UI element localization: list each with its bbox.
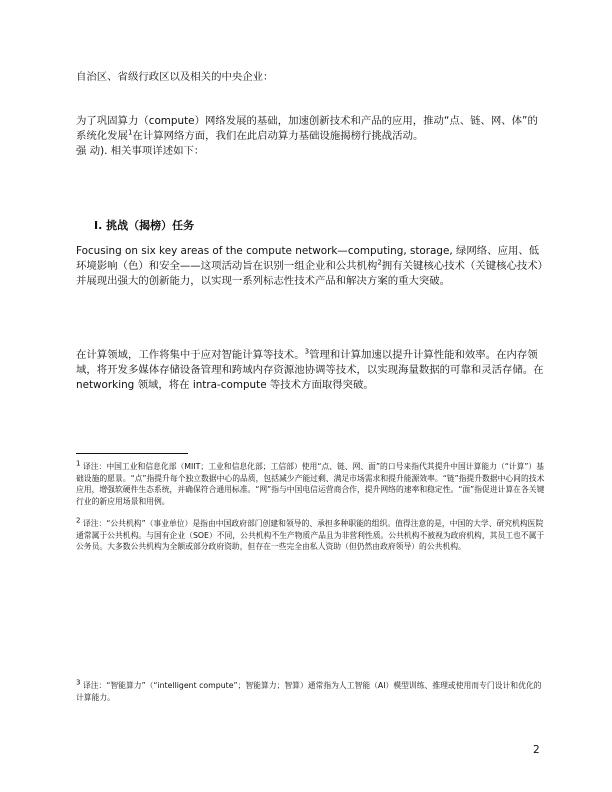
footnote-3 xyxy=(76,680,546,703)
intro-text-3: 强 动). 相关事项详述如下： xyxy=(76,145,205,157)
intro-paragraph xyxy=(76,114,546,159)
footnote-2 xyxy=(76,518,546,553)
section-p2-text-1: 在计算领域，工作将集中于应对智能计算等技术。 xyxy=(76,349,305,361)
footnote-ref-3[interactable]: 3 xyxy=(304,347,310,356)
footnote-ref-2[interactable]: 2 xyxy=(377,258,382,267)
footnote-divider xyxy=(76,453,188,454)
footnote-2-text: 译注：“公共机构”（事业单位）是指由中国政府部门创建和领导的、承担多种职能的组织。值得注意的是，中国的大学、研究机构医院通常属于公共机构。与国有企业（SOE）不同，公共机构不生产物质产品且为非营利性质。公共机构不被视为政府机构，其员工也不属于公务员。大多数公共机构为全额或部分政府资助，但存在一些完全由私人资助（但仍然由政府领导）的公共机构。 xyxy=(76,519,545,552)
section-p2-text-2: 管理和计算加速以提升计算性能和效率。在内存领域，将开发多媒体存储设备管理和跨域内存资源池协调等技术，以实现海量数据的可靠和灵活存储。在 networking 领域，将在 intra-compute 等技术方面取得突破。 xyxy=(76,349,544,391)
footnote-1-text: 译注：中国工业和信息化部（MIIT；工业和信息化部；工信部）使用“点、链、网、面”的口号来指代其提升中国计算能力（“计算”）基础设施的愿景。“点”指提升每个独立数据中心的品质，包括减少产能过剩、满足市场需求和提升能源效率。“链”指提升数据中心间的技术应用，增强软硬件生态系统，并确保符合通用标准。“网”指与中国电信运营商合作，提升网络的速率和稳定性。“面”指促进计算在各关键行业的新应用场景和用例。 xyxy=(76,462,545,506)
page-number: 2 xyxy=(533,744,540,756)
section-paragraph-2 xyxy=(76,348,546,393)
footnote-1-number: 1 xyxy=(76,459,81,468)
footnote-3-text: 译注：“智能算力”（“intelligent compute”；智能算力；智算）通常指为人工智能（AI）模型训练、推理或使用而专门设计和优化的计算能力。 xyxy=(76,681,542,702)
section-heading: I. 挑战（揭榜）任务 xyxy=(94,219,195,232)
intro-text-2: 在计算网络方面，我们在此启动算力基础设施揭榜行挑战活动。 xyxy=(132,130,424,142)
intro-text-1: 为了巩固算力（compute）网络发展的基础，加速创新技术和产品的应用，推动“点、链、网、体”的系统化发展 xyxy=(76,115,538,142)
salutation: 自治区、省级行政区以及相关的中央企业： xyxy=(76,71,274,83)
section-paragraph-1 xyxy=(76,244,546,289)
section-p1-text-2: 拥有关键核心技术（关键核心技术）并展现出强大的创新能力，以实现一系列标志性技术产品和解决方案的重大突破。 xyxy=(76,260,543,287)
footnote-2-number: 2 xyxy=(76,516,81,525)
footnote-1 xyxy=(76,461,546,507)
footnote-3-number: 3 xyxy=(76,678,81,687)
section-p1-text-1: Focusing on six key areas of the compute network—computing, storage, 绿网络、应用、低环境影响（色）和安全——这项活动旨在识别一组企业和公共机构 xyxy=(76,245,540,272)
footnote-ref-1[interactable]: 1 xyxy=(127,128,133,137)
